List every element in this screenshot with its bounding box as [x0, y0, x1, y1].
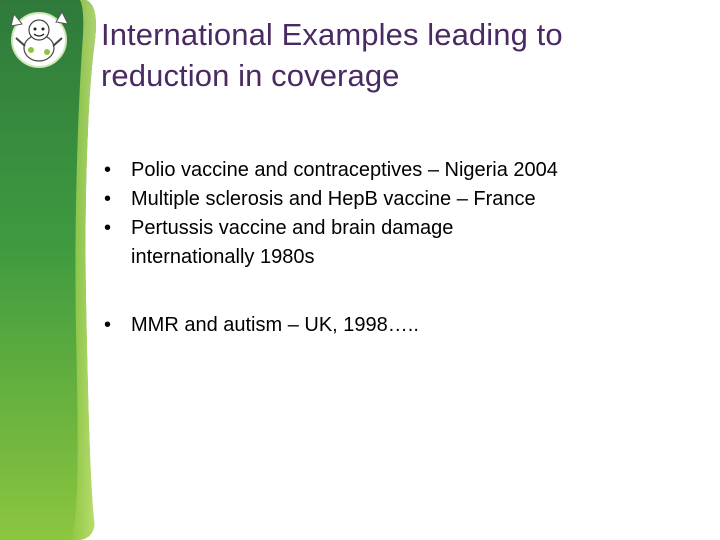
- bullet-dot-icon: •: [104, 159, 112, 181]
- mascot-logo-icon: [2, 2, 76, 76]
- bullet-text-continuation: internationally 1980s: [131, 246, 315, 268]
- bullet-list: [104, 156, 704, 340]
- bullet-text: Pertussis vaccine and brain damage: [131, 217, 454, 239]
- bullet-item: [104, 185, 704, 214]
- bullet-text: Polio vaccine and contraceptives – Nigeria 2004: [131, 159, 558, 181]
- bullet-text: Multiple sclerosis and HepB vaccine – France: [131, 188, 536, 210]
- bullet-dot-icon: •: [104, 217, 112, 239]
- bullet-text: MMR and autism – UK, 1998…..: [131, 314, 419, 336]
- title-line: reduction in coverage: [101, 58, 400, 93]
- bullet-item: [104, 156, 704, 185]
- bullet-dot-icon: •: [104, 188, 112, 210]
- title-line: International Examples leading to: [101, 17, 563, 52]
- slide-title: [101, 14, 701, 96]
- bullet-item: [104, 311, 704, 340]
- bullet-item: [104, 214, 704, 272]
- bullet-dot-icon: •: [104, 314, 112, 336]
